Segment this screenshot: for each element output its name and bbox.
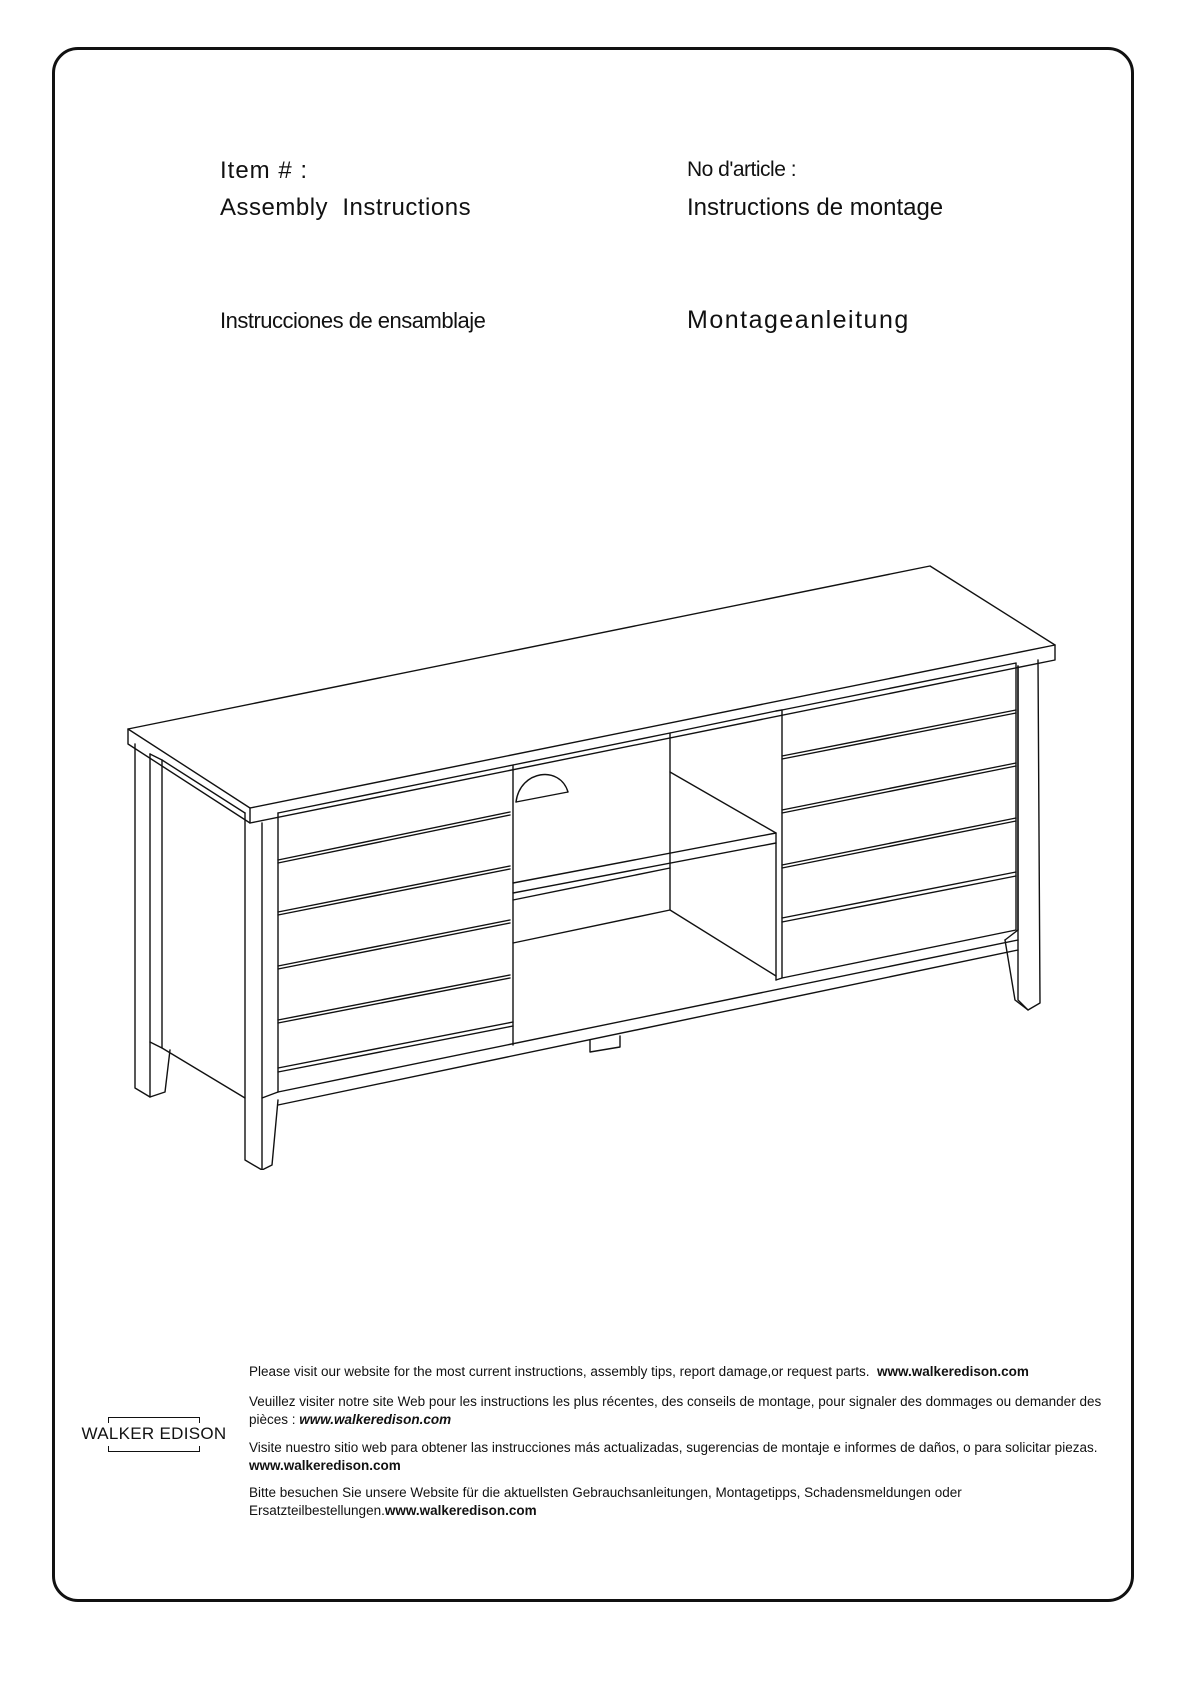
footer-note-fr bbox=[249, 1393, 1106, 1429]
footer-text-fr: Veuillez visiter notre site Web pour les instructions les plus récentes, des conseils de montage, pour signaler des dommages ou demander des pièces : bbox=[249, 1394, 1102, 1427]
logo-bottom-bracket bbox=[108, 1446, 200, 1452]
footer-note-es bbox=[249, 1439, 1106, 1475]
title-fr: Instructions de montage bbox=[687, 194, 944, 221]
website-link-en[interactable]: www.walkeredison.com bbox=[877, 1364, 1029, 1379]
item-number-label-fr: No d'article : bbox=[687, 158, 797, 181]
footer-note-en bbox=[249, 1363, 1106, 1381]
footer-note-de bbox=[249, 1484, 1106, 1520]
title-en: Assembly Instructions bbox=[220, 194, 472, 221]
website-link-fr[interactable]: www.walkeredison.com bbox=[299, 1412, 452, 1427]
tv-stand-illustration bbox=[120, 560, 1060, 1170]
website-link-de[interactable]: www.walkeredison.com bbox=[384, 1503, 537, 1518]
logo-top-bracket bbox=[108, 1417, 200, 1423]
footer-text-es: Visite nuestro sitio web para obtener las instrucciones más actualizadas, sugerencias de montaje e informes de daños, o para solicitar piezas. bbox=[249, 1440, 1098, 1455]
logo-text: WALKER EDISON bbox=[81, 1424, 227, 1443]
title-de: Montageanleitung bbox=[687, 306, 910, 334]
website-link-es[interactable]: www.walkeredison.com bbox=[249, 1458, 401, 1473]
item-number-label-en: Item # : bbox=[220, 157, 309, 184]
footer-text-de: Bitte besuchen Sie unsere Website für die aktuellsten Gebrauchsanleitungen, Montagetipps, Schadensmeldungen oder Ersatzteilbestellungen. bbox=[249, 1485, 962, 1518]
title-es: Instrucciones de ensamblaje bbox=[220, 308, 486, 333]
footer-text-en: Please visit our website for the most current instructions, assembly tips, report damage,or request parts. bbox=[249, 1364, 874, 1379]
walker-edison-logo bbox=[80, 1415, 228, 1457]
